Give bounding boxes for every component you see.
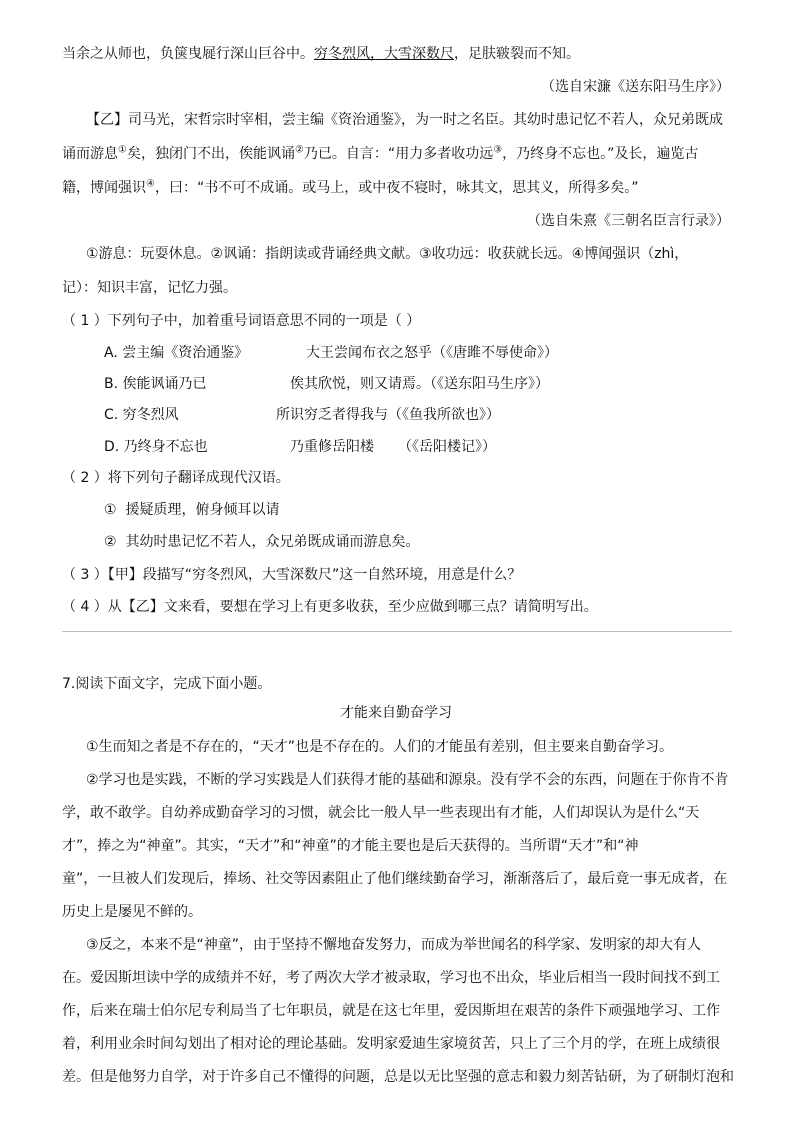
option-a-left: A. 尝主编《资治通鉴》 <box>104 345 249 361</box>
footnote-marker: ① <box>118 144 127 156</box>
option-b-left: B. 俟能讽诵乃已 <box>104 376 207 392</box>
source-citation: （选自朱熹《三朝名臣言行录》） <box>527 213 730 229</box>
footnotes-line: ①游息：玩耍休息。②讽诵：指朗读或背诵经典文献。③收功远：收获就长远。④博闻强识（zhì， <box>86 246 689 262</box>
footnotes-line: 记）：知识丰富，记忆力强。 <box>62 280 237 296</box>
text-segment: 矣，独闭门不出，俟能讽诵 <box>126 146 295 162</box>
text-segment: 当余之从师也，负箧曳屣行深山巨谷中。 <box>62 46 314 62</box>
item-number: ① <box>104 502 117 518</box>
section-divider <box>62 631 732 632</box>
paragraph-2-line: ②学习也是实践，不断的学习实践是人们获得才能的基础和源泉。没有学不会的东西，问题在于你肯不肯 <box>86 772 729 788</box>
question-1: （ 1 ）下列句子中，加着重号词语意思不同的一项是（ ） <box>62 313 421 329</box>
paragraph-3-line: ③反之，本来不是“神童”，由于坚持不懈地奋发努力，而成为举世闻名的科学家、发明家的却大有人 <box>86 937 702 953</box>
paragraph-2-line: 学，敢不敢学。自幼养成勤奋学习的习惯，就会比一般人早一些表现出有才能，人们却误认为是什么“天 <box>62 805 700 821</box>
paragraph-2-line: 历史上是屡见不鲜的。 <box>62 904 202 920</box>
source-citation: （选自宋濂《送东阳马生序》） <box>541 79 730 95</box>
passage-line <box>62 178 638 198</box>
passage-line: 【乙】司马光，宋哲宗时宰相，尝主编《资治通鉴》，为一时之名臣。其幼时患记忆不若人，众兄弟既成 <box>86 112 723 128</box>
text-segment: 乃已。自言：“用力多者收功远 <box>303 146 494 162</box>
text-segment: 籍，博闻强识 <box>62 180 146 196</box>
paragraph-3-line: 作，后来在瑞士伯尔尼专利局当了七年职员，就是在这七年里，爱因斯坦在艰苦的条件下顽强地学习、工作 <box>62 1003 720 1019</box>
text-segment: ，足肤皲裂而不知。 <box>454 46 580 62</box>
paragraph-3-line: 在。爱因斯坦读中学的成绩并不好，考了两次大学才被录取，学习也不出众，毕业后相当一段时间找不到工 <box>62 970 720 986</box>
option-c-right: 所识穷乏者得我与（《鱼我所欲也》） <box>276 407 500 423</box>
paragraph-2-line: 才”，捧之为“神童”。其实，“天才”和“神童”的才能主要也是后天获得的。当所谓“天才”和“神 <box>62 838 639 854</box>
item-text: 援疑质理，俯身倾耳以请 <box>125 502 280 518</box>
item-number: ② <box>104 534 117 550</box>
question-2: （ 2 ）将下列句子翻译成现代汉语。 <box>62 470 290 486</box>
option-d-right: 乃重修岳阳楼 <box>290 439 374 455</box>
underlined-phrase: 穷冬烈风，大雪深数尺 <box>314 46 454 62</box>
option-b-right: 俟其欣悦，则又请焉。（《送东阳马生序》） <box>290 376 549 392</box>
question-3: （ 3 ）【甲】段描写“穷冬烈风，大雪深数尺”这一自然环境，用意是什么？ <box>62 567 522 583</box>
question-2-item-1 <box>104 500 279 520</box>
footnote-marker: ③ <box>493 144 503 156</box>
question-4: （ 4 ）从【乙】文来看，要想在学习上有更多收获，至少应做到哪三点？请简明写出。 <box>62 599 598 615</box>
passage-line <box>62 144 698 164</box>
item-text: 其幼时患记忆不若人，众兄弟既成诵而游息矣。 <box>125 534 420 550</box>
paragraph-3-line: 差。但是他努力自学，对于许多自己不懂得的问题，总是以无比坚强的意志和毅力刻苦钻研，为了研制灯泡和 <box>62 1069 734 1085</box>
option-c-left: C. 穷冬烈风 <box>104 407 179 423</box>
paragraph-1: ①生而知之者是不存在的，“天才”也是不存在的。人们的才能虽有差别，但主要来自勤奋学习。 <box>86 739 674 755</box>
text-segment: ，曰：“书不可不成诵。或马上，或中夜不寝时，咏其文，思其义，所得多矣。” <box>154 180 639 196</box>
question-2-item-2 <box>104 532 419 552</box>
footnote-marker: ④ <box>146 178 155 190</box>
passage-line <box>62 44 580 64</box>
option-a-right: 大王尝闻布衣之怒乎（《唐雎不辱使命》） <box>306 345 558 361</box>
option-d-source: （《岳阳楼记》） <box>398 439 496 455</box>
paragraph-3-line: 着，利用业余时间勾划出了相对论的理论基础。发明家爱迪生家境贫苦，只上了三个月的学，在班上成绩很 <box>62 1036 720 1052</box>
footnote-marker: ② <box>294 144 304 156</box>
text-segment: ，乃终身不忘也。”及长，遍览古 <box>502 146 699 162</box>
article-title: 才能来自勤奋学习 <box>340 705 452 721</box>
option-d-left: D. 乃终身不忘也 <box>104 439 208 455</box>
paragraph-2-line: 童”，一旦被人们发现后，捧场、社交等因素阻止了他们继续勤奋学习，渐渐落后了，最后竟一事无成者，在 <box>62 871 728 887</box>
text-segment: 诵而游息 <box>62 146 118 162</box>
section-7-intro: 7.阅读下面文字，完成下面小题。 <box>62 676 272 692</box>
